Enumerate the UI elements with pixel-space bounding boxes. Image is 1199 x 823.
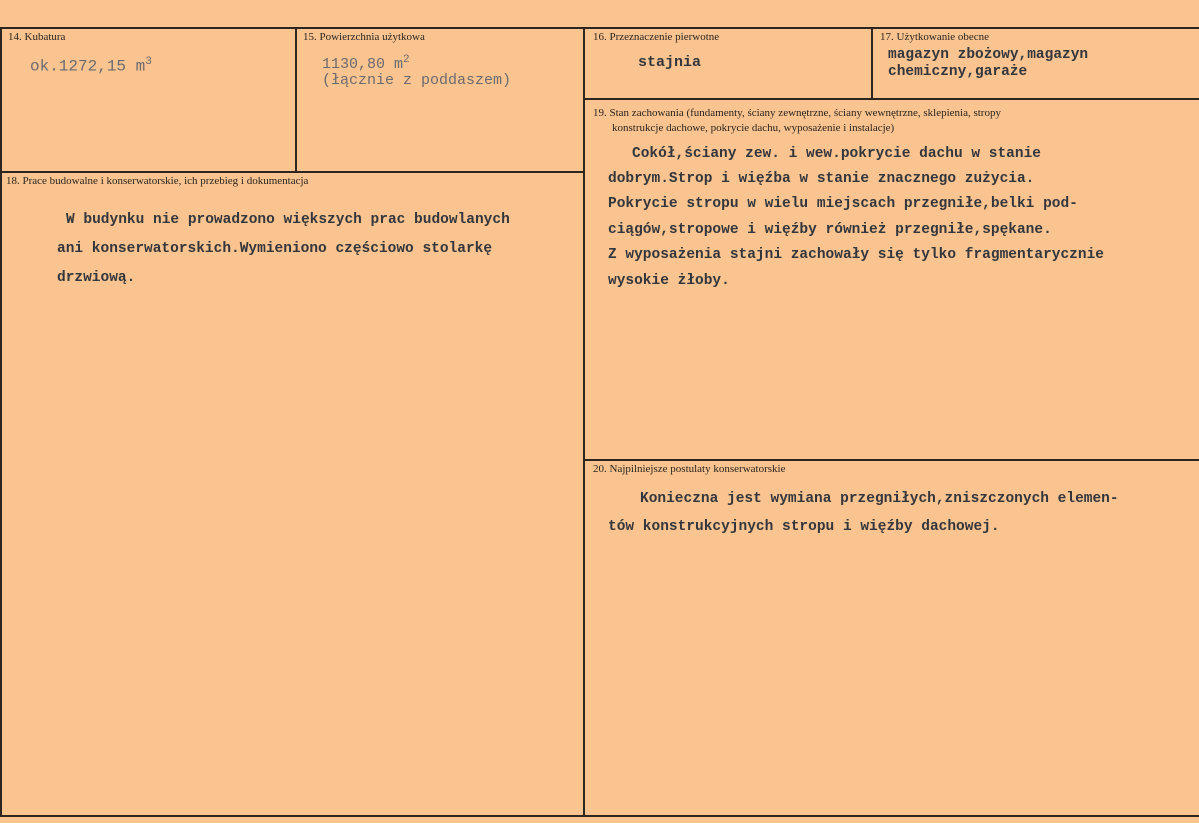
row1-bottom-rule [0,171,585,173]
field20-value-line2: tów konstrukcyjnych stropu i więźby dachowej. [608,519,1000,535]
field14-value [30,56,152,75]
field14-label: 14. Kubatura [8,31,66,43]
divider-16-17 [871,27,873,98]
right-row1-bottom-rule [585,98,1199,100]
field15-unit-exponent: 2 [403,54,410,66]
field14-value-text: ok.1272,15 m [30,57,146,76]
field20-value-line1: Konieczna jest wymiana przegniłych,zniszczonych elemen- [640,491,1119,507]
field17-value-line1: magazyn zbożowy,magazyn [888,47,1089,63]
center-divider [583,27,585,817]
field18-value-line2: ani konserwatorskich.Wymieniono częściowo stolarkę [57,241,493,257]
field15-value-line1 [322,54,410,73]
field16-value: stajnia [638,54,702,71]
field18-value-line3: drzwiową. [57,270,136,286]
field18-value-line1: W budynku nie prowadzono większych prac budowlanych [66,212,510,228]
field19-value-line4: ciągów,stropowe i więźby również przegniłe,spękane. [608,222,1052,238]
field19-value-line2: dobrym.Strop i więźba w stanie znacznego zużycia. [608,171,1035,187]
bottom-rule [0,815,1199,817]
divider-14-15 [295,27,297,171]
field19-label-line2: konstrukcje dachowe, pokrycie dachu, wyposażenie i instalacje) [612,122,895,134]
field20-label: 20. Najpilniejsze postulaty konserwatorskie [593,463,786,475]
field14-unit-exponent: 3 [145,56,152,68]
top-rule [0,27,1199,29]
right-row2-bottom-rule [585,459,1199,461]
field15-label: 15. Powierzchnia użytkowa [303,31,425,43]
field18-label: 18. Prace budowalne i konserwatorskie, ich przebieg i dokumentacja [6,175,309,187]
field17-label: 17. Użytkowanie obecne [880,31,990,43]
field19-value-line3: Pokrycie stropu w wielu miejscach przegniłe,belki pod- [608,196,1078,212]
field15-value-line2: (łącznie z poddaszem) [322,72,512,89]
field19-label-line1: 19. Stan zachowania (fundamenty, ściany zewnętrzne, ściany wewnętrzne, sklepienia, stropy [593,107,1001,119]
field17-value-line2: chemiczny,garaże [888,64,1028,80]
field19-value-line5: Z wyposażenia stajni zachowały się tylko fragmentarycznie [608,247,1104,263]
field16-label: 16. Przeznaczenie pierwotne [593,31,720,43]
field19-value-line1: Cokół,ściany zew. i wew.pokrycie dachu w stanie [632,146,1041,162]
field15-value-text: 1130,80 m [322,56,404,73]
left-edge-rule [0,27,2,817]
field19-value-line6: wysokie żłoby. [608,273,730,289]
